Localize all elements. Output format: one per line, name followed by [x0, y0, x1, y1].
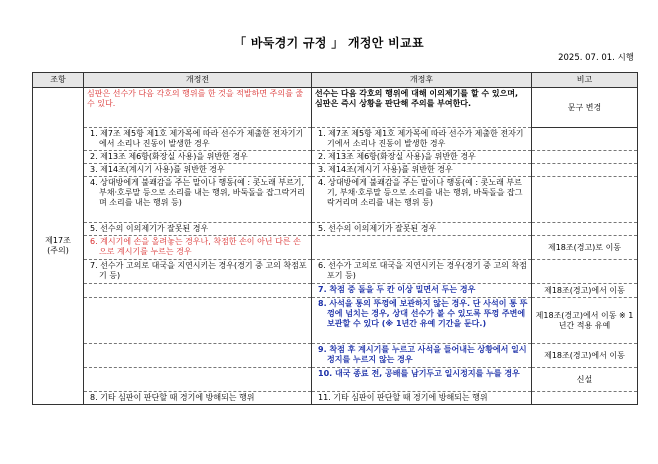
note-cell [532, 151, 638, 164]
before-cell [84, 151, 312, 164]
before-cell [84, 368, 312, 392]
article-cell [33, 88, 84, 405]
table-row [33, 284, 638, 298]
after-cell [312, 236, 532, 260]
after-text: 8. 사석을 통의 뚜껑에 보관하지 않는 경우. 단 사석이 통 뚜껑에 넘치는 경우, 상대 선수가 볼 수 있도록 뚜껑 주변에 보관할 수 있다 (※ 1년간 유예 기간을 둔다.) [318, 299, 528, 328]
after-text: 3. 제14조(계시기 사용)를 위반한 경우 [318, 165, 453, 174]
after-cell [312, 284, 532, 298]
after-cell [312, 260, 532, 284]
before-text: 4. 상대방에게 불쾌감을 주는 말이나 행동(예 : 콧노래 부르기, 부채·호루말 등으로 소리를 내는 행위, 바둑돌을 잡그락거리며 소리를 내는 행위 등) [90, 178, 305, 207]
before-cell [84, 128, 312, 151]
before-cell [84, 392, 312, 405]
article-number: 제17조 [45, 236, 71, 245]
after-cell [312, 344, 532, 368]
note-cell [532, 177, 638, 223]
note-cell: 문구 변경 [532, 88, 638, 128]
note-cell [532, 260, 638, 284]
before-cell [84, 344, 312, 368]
comparison-table [32, 72, 638, 405]
header-before: 개정전 [84, 73, 312, 88]
before-text: 3. 제14조(계시기 사용)를 위반한 경우 [90, 165, 225, 174]
after-cell [312, 128, 532, 151]
after-cell [312, 177, 532, 223]
after-cell [312, 151, 532, 164]
note-cell [532, 392, 638, 405]
table-row [33, 344, 638, 368]
header-row [33, 73, 638, 88]
table-row [33, 260, 638, 284]
after-text: 5. 선수의 이의제기가 잘못된 경우 [318, 224, 437, 233]
after-cell [312, 88, 532, 128]
note-cell [532, 223, 638, 236]
before-cell [84, 177, 312, 223]
note-cell [532, 164, 638, 177]
before-text: 심판은 선수가 다음 각호의 행위를 한 것을 적발하면 주의를 줄 수 있다. [87, 89, 304, 108]
before-text: 7. 선수가 고의로 대국을 지연시키는 경우(경기 중 고의 착점포기 등) [90, 261, 307, 280]
table-row [33, 151, 638, 164]
before-cell [84, 260, 312, 284]
note-cell: 제18조(경고)로 이동 [532, 236, 638, 260]
after-text: 6. 선수가 고의로 대국을 지연시키는 경우(경기 중 고의 착점포기 등) [318, 261, 527, 280]
table-row [33, 236, 638, 260]
before-cell [84, 223, 312, 236]
note-cell: 제18조(경고)에서 이동 [532, 344, 638, 368]
after-text: 2. 제13조 제6항(화장실 사용)을 위반한 경우 [318, 152, 476, 161]
header-article: 조항 [33, 73, 84, 88]
after-text: 선수는 다음 각호의 행위에 대해 이의제기를 할 수 있으며, 심판은 즉시 상황을 판단해 주의를 부여한다. [315, 89, 519, 108]
after-cell [312, 164, 532, 177]
after-text: 10. 대국 종료 전, 공배를 남기두고 일시정지를 누를 경우 [318, 369, 520, 378]
article-heading: (주의) [47, 246, 69, 255]
table-row [33, 392, 638, 405]
before-text: 8. 기타 심판이 판단할 때 경기에 방해되는 행위 [90, 393, 255, 402]
after-text: 4. 상대방에게 불쾌감을 주는 말이나 행동(예 : 콧노래 부르기, 부채·호루말 등으로 소리를 내는 행위, 바둑돌을 잡그락거리며 소리를 내는 행위 등) [318, 178, 523, 207]
document-title: 「 바둑경기 규정 」 개정안 비교표 [234, 36, 424, 50]
after-cell [312, 298, 532, 344]
note-cell: 제18조(경고)에서 이동 [532, 284, 638, 298]
after-cell [312, 223, 532, 236]
table-row [33, 128, 638, 151]
before-cell [84, 88, 312, 128]
after-cell [312, 368, 532, 392]
table-row [33, 223, 638, 236]
before-text: 5. 선수의 이의제기가 잘못된 경우 [90, 224, 209, 233]
note-cell: 제18조(경고)에서 이동 ※ 1년간 적용 유예 [532, 298, 638, 344]
table-row [33, 164, 638, 177]
before-text: 6. 계시기에 손을 올려놓는 경우나, 착점한 손이 아닌 다른 손으로 계시기를 누르는 경우 [90, 237, 301, 256]
header-after: 개정후 [312, 73, 532, 88]
table-row [33, 88, 638, 128]
table-row [33, 177, 638, 223]
before-text: 2. 제13조 제6항(화장실 사용)을 위반한 경우 [90, 152, 248, 161]
before-cell [84, 284, 312, 298]
before-cell [84, 164, 312, 177]
after-text: 1. 제7조 제5항 제1호 제가목에 따라 선수가 제출한 전자기기에서 소리나 진동이 발생한 경우 [318, 129, 524, 148]
note-cell: 신설 [532, 368, 638, 392]
before-cell [84, 298, 312, 344]
after-text: 9. 착점 후 계시기를 누르고 사석을 들어내는 상황에서 일시정지를 누르지 않는 경우 [318, 345, 527, 364]
after-text: 11. 기타 심판이 판단할 때 경기에 방해되는 행위 [318, 393, 488, 402]
table-row [33, 368, 638, 392]
before-text: 1. 제7조 제5항 제1호 제가목에 따라 선수가 제출한 전자기기에서 소리나 진동이 발생한 경우 [90, 129, 304, 148]
table-row [33, 298, 638, 344]
after-cell [312, 392, 532, 405]
before-cell [84, 236, 312, 260]
header-note: 비고 [532, 73, 638, 88]
after-text: 7. 착점 중 돌을 두 칸 이상 밀면서 두는 경우 [318, 285, 476, 294]
note-cell [532, 128, 638, 151]
effective-date: 2025. 07. 01. 시행 [558, 53, 634, 63]
